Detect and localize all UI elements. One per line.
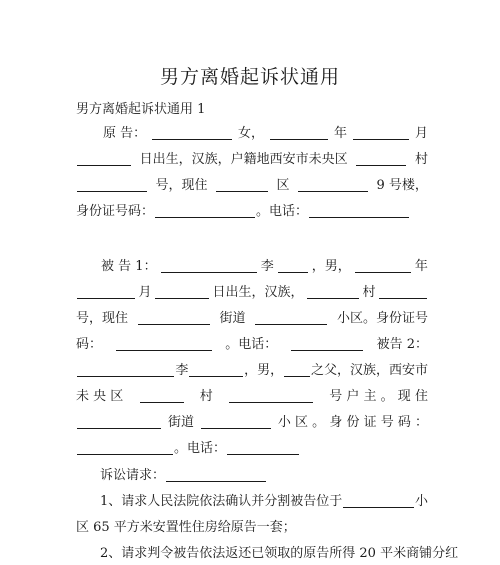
defendant1-birth-year-blank[interactable] <box>355 272 411 273</box>
plaintiff-id-blank[interactable] <box>155 217 255 218</box>
defendant1-gender: ，男， <box>311 259 351 274</box>
defendant1-label: 被 告 1： <box>101 259 157 274</box>
building-text: 9 号楼， <box>376 178 428 193</box>
defendant2-label: 被告 2： <box>376 337 428 352</box>
claim-1-line-1 <box>76 492 428 512</box>
defendant2-line-3 <box>76 413 428 433</box>
plaintiff-gender: 女， <box>238 126 265 141</box>
claim-1-community-suffix: 小 <box>414 494 428 509</box>
month-label: 月 <box>138 285 152 300</box>
year-label: 年 <box>334 126 348 141</box>
defendant2-surname: 李 <box>175 363 189 378</box>
defendant2-house-number-blank[interactable] <box>229 402 313 403</box>
plaintiff-phone-label: 。电话： <box>256 204 309 219</box>
plaintiff-birth-text: 日出生，汉族，户籍地西安市未央区 <box>139 152 348 167</box>
defendant2-address-blank[interactable] <box>77 428 161 429</box>
defendant2-relation-text: 之父，汉族，西安市 <box>310 363 428 378</box>
page-title: 男方离婚起诉状通用 <box>159 66 340 88</box>
defendant1-id-blank[interactable] <box>116 350 212 351</box>
defendant2-owner-text: 号 户 主 。 现 住 <box>329 389 428 404</box>
defendant1-address-blank[interactable] <box>138 324 210 325</box>
street-label: 街道 <box>167 415 194 430</box>
defendant2-phone-blank[interactable] <box>227 454 299 455</box>
defendant1-village-name-blank[interactable] <box>307 298 359 299</box>
plaintiff-line-2 <box>76 150 428 170</box>
plaintiff-line-4 <box>76 202 428 222</box>
defendant2-district: 未 央 区 <box>76 389 124 404</box>
defendant1-surname: 李 <box>260 259 274 274</box>
defendant2-phone-label: 。电话： <box>174 441 227 456</box>
defendant2-given-name-blank[interactable] <box>189 376 243 377</box>
defendant1-birth-month-blank[interactable] <box>77 298 135 299</box>
defendant1-given-name-blank[interactable] <box>278 272 308 273</box>
plaintiff-line-3 <box>76 176 428 196</box>
plaintiff-address-text: 号，现住 <box>155 178 208 193</box>
defendant1-name-blank[interactable] <box>161 272 257 273</box>
claims-heading-line <box>76 466 428 486</box>
claims-label: 诉讼请求： <box>100 468 166 483</box>
defendant2-id-blank[interactable] <box>77 454 173 455</box>
plaintiff-street-blank[interactable] <box>298 191 368 192</box>
defendant2-relation-blank[interactable] <box>284 376 310 377</box>
defendant1-birth-day-blank[interactable] <box>155 298 209 299</box>
claim-1-line-2 <box>76 518 428 538</box>
defendant1-line-3 <box>76 309 428 329</box>
village-label: 村 <box>414 152 428 167</box>
claim-2-text: 2、请求判令被告依法返还已领取的原告所得 20 平米商铺分红 <box>100 546 459 561</box>
plaintiff-label: 原 告： <box>102 126 147 141</box>
defendant1-line-1 <box>76 257 428 277</box>
defendant1-id-code-label: 码： <box>76 337 103 352</box>
defendant2-line-2 <box>76 387 428 407</box>
plaintiff-phone-blank[interactable] <box>309 217 409 218</box>
claim-1-location-blank[interactable] <box>343 507 414 508</box>
defendant1-phone-blank[interactable] <box>291 350 363 351</box>
defendant1-birth-text: 日出生，汉族， <box>212 285 304 300</box>
street-label: 街道 <box>219 311 246 326</box>
year-label: 年 <box>414 259 428 274</box>
month-label: 月 <box>414 126 428 141</box>
defendant2-line-4 <box>76 439 428 459</box>
plaintiff-name-blank[interactable] <box>152 139 232 140</box>
defendant2-village-blank[interactable] <box>140 402 184 403</box>
defendant2-street-blank[interactable] <box>201 428 271 429</box>
village-label: 村 <box>362 285 376 300</box>
plaintiff-house-number-blank[interactable] <box>77 191 147 192</box>
defendant2-community-text: 小 区 。 身 份 证 号 码 ： <box>277 415 428 430</box>
defendant2-line-1 <box>76 361 428 381</box>
defendant1-community-text: 小区。身份证号 <box>336 311 428 326</box>
claim-2-line-1 <box>76 544 459 564</box>
defendant2-gender: ，男， <box>244 363 284 378</box>
village-label: 村 <box>199 389 213 404</box>
plaintiff-line-1 <box>76 124 428 144</box>
defendant1-address-text: 号，现住 <box>76 311 129 326</box>
defendant1-street-blank[interactable] <box>255 324 327 325</box>
district-label: 区 <box>276 178 290 193</box>
claim-1-text: 1、请求人民法院依法确认并分割被告位于 <box>100 494 343 509</box>
defendant1-line-4 <box>76 335 428 355</box>
claim-1-continuation: 区 65 平方米安置性住房给原告一套； <box>76 520 296 535</box>
plaintiff-id-label: 身份证号码： <box>76 204 155 219</box>
defendant1-line-2 <box>76 283 428 303</box>
plaintiff-birth-day-blank[interactable] <box>77 165 131 166</box>
plaintiff-birth-year-blank[interactable] <box>270 139 328 140</box>
claims-blank[interactable] <box>166 481 266 482</box>
defendant2-name-blank[interactable] <box>77 376 174 377</box>
plaintiff-district-blank[interactable] <box>216 191 268 192</box>
defendant1-house-number-blank[interactable] <box>379 298 427 299</box>
document-subtitle: 男方离婚起诉状通用 1 <box>76 102 206 117</box>
plaintiff-birth-month-blank[interactable] <box>353 139 409 140</box>
defendant1-phone-label: 。电话： <box>225 337 278 352</box>
plaintiff-village-blank[interactable] <box>356 165 406 166</box>
